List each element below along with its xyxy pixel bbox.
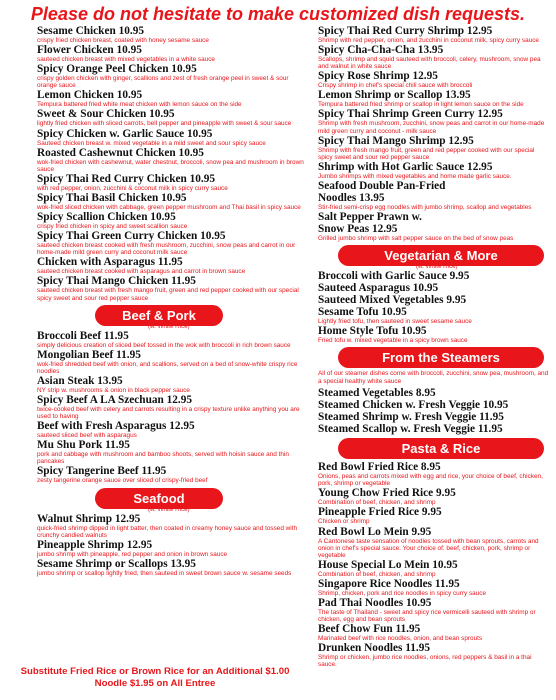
item-name: Steamed Shrimp w. Fresh Veggie 11.95 [318,411,504,424]
item-name: Steamed Chicken w. Fresh Veggie 10.95 [318,399,509,412]
item-desc: The taste of Thailand - sweet and spicy rice vermicelli sauteed with shrimp or chicken, egg and bean sprouts [318,608,536,624]
item-desc: sauteed chicken breast with fresh mango fruit, green and red pepper cooked with our special spicy sweet and sour red pepper sauce [37,287,299,302]
item-name: Salt Pepper Prawn w. Snow Peas 12.95 [318,211,422,236]
item-desc: jumbo shrimp with pineapple, red pepper and onion in brown sauce [37,550,228,558]
menu-item [37,465,309,484]
right-column [318,25,550,668]
menu-item [37,539,309,558]
item-name: Drunken Noodles 11.95 [318,642,431,655]
item-desc: Sauteed chicken breast w. mixed vegetable in a mild sweet and sour spicy sauce [37,139,266,147]
menu-item [318,506,550,525]
menu-item [318,423,550,435]
menu-item [318,25,550,44]
item-desc: Chicken or shrimp [318,518,370,526]
steamers-section-header [318,347,550,369]
seafood-rice-note: (w. White Rice) [148,505,190,513]
item-name: House Special Lo Mein 10.95 [318,558,458,571]
item-desc: zesty tangerine orange sauce over sliced of crispy-fried beef [37,477,208,485]
menu-item [318,578,550,597]
item-desc: Grilled jumbo shrimp with salt pepper sauce on the bed of snow peas [318,235,514,243]
menu-item [318,559,550,578]
item-name: Roasted Cashewnut Chicken 10.95 [37,146,204,159]
item-name: Singapore Rice Noodles 11.95 [318,577,460,590]
menu-item [37,147,309,173]
item-desc: crispy golden chicken with ginger, scallions and zest of fresh orange peel in sweet & sour orange sauce [37,75,289,90]
item-name: Sesame Chicken 10.95 [37,25,145,37]
item-desc: Lightly fried tofu, then sauteed in sweet sesame sauce [318,318,472,326]
item-desc: Onions, peas and carrots mixed with egg and rice, your choice of beef, chicken, pork, shrimp or vegetable [318,473,543,488]
item-desc: Jumbo shrimps with mixed vegetables and home made garlic sauce. [318,172,512,180]
item-desc: simply delicious creation of sliced beef tossed in the wok with broccoli in rich brown sauce [37,341,291,349]
item-name: Pineapple Shrimp 12.95 [37,538,153,551]
item-name: Sauteed Mixed Vegetables 9.95 [318,294,467,307]
menu-item [37,211,309,230]
item-name: Flower Chicken 10.95 [37,44,142,57]
item-name: Walnut Shrimp 12.95 [37,512,141,525]
item-name: Young Chow Fried Rice 9.95 [318,487,456,500]
item-desc: NY strip w. mushrooms & onion in black pepper sauce [37,386,190,394]
item-desc: Fried tofu w. mixed vegetable in a spicy brown sauce [318,337,468,345]
steamers-list [318,387,550,435]
menu-item [318,623,550,642]
item-name: Spicy Thai Mango Shrimp 12.95 [318,134,474,147]
item-name: Lemon Chicken 10.95 [37,89,143,102]
item-name: Beef Chow Fun 11.95 [318,623,421,636]
item-name: Spicy Thai Mango Chicken 11.95 [37,275,196,288]
steamers-note: All of our steamer dishes come with broccoli, zucchini, snow pea, mushroom, and a special healthy white sauce [318,370,549,385]
item-name: Sauteed Asparagus 10.95 [318,282,439,295]
item-name: Spicy Thai Basil Chicken 10.95 [37,191,187,204]
item-desc: Shrimp or chicken, jumbo rice noodles, onions, red peppers & basil in a thai sauce. [318,654,532,669]
item-desc: crispy fried chicken breast, coated with honey sesame sauce [37,37,209,44]
steamers-title: From the Steamers [338,347,544,368]
menu-item [318,211,550,242]
item-name: Broccoli with Garlic Sauce 9.95 [318,270,470,283]
menu-item [318,294,550,306]
item-desc: jumbo shrimp or scallop lightly fried, then sauteed in sweet brown sauce w. sesame seeds [37,569,292,577]
item-desc: sauteed chicken breast with mixed vegetables in a white sauce [37,56,215,64]
menu-item [318,306,550,325]
menu-item [318,399,550,411]
menu-item [318,89,550,108]
item-name: Seafood Double Pan-Fried Noodles 13.95 [318,179,446,204]
menu-item [37,256,309,275]
menu-item [37,63,309,89]
item-desc: Shrimp with fresh mushroom, zucchini, snow peas and carrot in our home-made mild green curry and coconut - milk sauce [318,120,545,135]
item-name: Sesame Shrimp or Scallops 13.95 [37,557,196,570]
item-desc: Combination of beef, chicken, and shrimp [318,570,436,578]
item-desc: pork and cabbage with mushroom and bamboo shoots, served with hoisin sauce and thin pancakes [37,451,289,466]
item-desc: A Cantonese taste sensation of noodles tossed with bean sprouts, carrots and onion in chef's special sauce. Your choice of: beef, chicken, pork, shrimp or vegetable [318,537,539,559]
beef-pork-rice-note: (w. White Rice) [148,322,190,330]
menu-item [318,282,550,294]
menu-item [318,526,550,559]
item-desc: crispy fried chicken in spicy and sweet scallion sauce [37,223,188,231]
item-name: Asian Steak 13.95 [37,374,123,387]
item-name: Steamed Vegetables 8.95 [318,387,436,400]
item-desc: Scallops, shrimp and squid sauteed with broccoli, celery, mushroom, snow pea and walnut in white sauce [318,56,541,71]
item-desc: Tempura battered fried shrimp or scallop in light lemon sauce on the side [318,101,524,109]
menu-item [318,44,550,70]
menu-item [318,487,550,506]
item-name: Red Bowl Fried Rice 8.95 [318,461,441,474]
item-name: Lemon Shrimp or Scallop 13.95 [318,89,471,102]
menu-item [37,192,309,211]
item-desc: sauteed sliced beef with asparagus [37,432,137,440]
seafood-list-right [318,25,550,242]
menu-item [37,439,309,465]
item-name: Pad Thai Noodles 10.95 [318,596,432,609]
pasta-rice-list [318,461,550,668]
vegetarian-section-header [318,245,550,269]
menu-item [37,330,309,349]
item-name: Home Style Tofu 10.95 [318,325,427,338]
footer-line-1: Substitute Fried Rice or Brown Rice for an Additional $1.00 [20,666,290,677]
item-desc: lightly fried chicken with sliced carrots, bell pepper and pineapple with sweet & sour sauce [37,120,292,128]
left-column [37,25,309,577]
menu-item [37,375,309,394]
chicken-list [37,25,309,302]
item-name: Spicy Cha-Cha-Cha 13.95 [318,44,444,57]
item-name: Broccoli Beef 11.95 [37,329,129,342]
menu-item [318,135,550,161]
item-name: Spicy Chicken w. Garlic Sauce 10.95 [37,127,213,140]
seafood-section-header [37,488,309,512]
menu-item [37,275,309,301]
item-name: Spicy Rose Shrimp 12.95 [318,70,438,83]
item-desc: wok-fried sliced chicken with cabbage, green pepper mushroom and Thai basil in spicy sauce [37,203,301,211]
banner-title: Please do not hesitate to make customized dish requests. [30,4,526,24]
item-desc: Shrimp with fresh mango fruit, green and red pepper cooked with our special spicy sweet and sour red pepper sauce [318,146,535,161]
seafood-title: Seafood [95,488,223,509]
menu-item [37,89,309,108]
item-name: Sweet & Sour Chicken 10.95 [37,108,175,121]
item-name: Spicy Orange Peel Chicken 10.95 [37,63,197,76]
item-desc: sauteed chicken breast cooked with asparagus and carrot in brown sauce [37,268,246,276]
menu-item [318,461,550,487]
menu-item [37,394,309,420]
vegetarian-title: Vegetarian & More [338,245,544,266]
item-name: Beef with Fresh Asparagus 12.95 [37,420,195,433]
footer-line-2: Noodle $1.95 on All Entree [94,678,216,689]
vegetarian-list [318,270,550,344]
menu-item [37,420,309,439]
item-name: Sesame Tofu 10.95 [318,306,407,319]
item-desc: wok-fried chicken with cashewnut, water chestnut, broccoli, snow pea and mushroom in brown sauce [37,158,304,173]
item-name: Spicy Scallion Chicken 10.95 [37,211,176,224]
item-name: Chicken with Asparagus 11.95 [37,256,183,269]
item-desc: wok-fried shredded beef with onion, and scallions, served on a bed of snow-white crispy rice noodles [37,360,298,375]
pasta-rice-section-header [318,438,550,460]
menu-item [37,25,309,44]
item-name: Spicy Beef A LA Szechuan 12.95 [37,393,193,406]
item-name: Spicy Thai Shrimp Green Curry 12.95 [318,108,503,121]
item-name: Spicy Thai Red Curry Shrimp 12.95 [318,25,493,37]
item-name: Spicy Thai Red Curry Chicken 10.95 [37,172,216,185]
menu-item [37,349,309,375]
menu-item [318,70,550,89]
item-desc: quick-fried shrimp dipped in light batter, then coated in creamy honey sauce and tossed with crunchy candied walnuts [37,524,298,539]
item-desc: Marinated beef with rice noodles, onion, and bean sprouts [318,635,483,643]
menu-item [37,513,309,539]
menu-item [318,270,550,282]
item-name: Spicy Thai Green Curry Chicken 10.95 [37,230,226,243]
menu-item [318,108,550,134]
item-name: Mu Shu Pork 11.95 [37,439,130,452]
beef-pork-list [37,330,309,485]
item-name: Shrimp with Hot Garlic Sauce 12.95 [318,160,493,173]
menu-item [318,325,550,344]
menu-item [318,180,550,211]
item-desc: Crispy shrimp in chef's special chili sauce with broccoli [318,82,473,90]
item-name: Red Bowl Lo Mein 9.95 [318,525,432,538]
item-name: Mongolian Beef 11.95 [37,348,141,361]
item-name: Pineapple Fried Rice 9.95 [318,506,442,519]
item-desc: Tempura battered fried white meat chicken with lemon sauce on the side [37,101,242,109]
menu-item [37,173,309,192]
item-desc: Shrimp with red pepper, onion, and zucchini in coconut milk, spicy curry sauce [318,37,539,44]
menu-item [318,642,550,668]
item-desc: Shrimp, chicken, pork and rice noodles in spicy curry sauce [318,589,487,597]
item-desc: with red pepper, onion, zucchini & coconut milk in spicy curry sauce [37,184,228,192]
item-name: Steamed Scallop w. Fresh Veggie 11.95 [318,423,503,436]
beef-pork-section-header [37,305,309,329]
item-desc: sauteed chicken breast cooked with fresh mushroom, zucchini, snow peas and carrot in our home-made mild green curry and coconut milk sauce [37,242,296,257]
menu-item [318,597,550,623]
pasta-rice-title: Pasta & Rice [338,438,544,459]
menu-item [318,387,550,399]
item-desc: Stir-fried semi-crisp egg noodles with jumbo shrimp, scallop and vegetables [318,203,532,211]
item-desc: Combination of beef, chicken, and shrimp [318,499,436,507]
seafood-list-left [37,513,309,577]
menu-item [318,161,550,180]
item-desc: twice-cooked beef with celery and carrots resulting in a crispy texture unlike anything you are used to having [37,405,300,421]
item-name: Spicy Tangerine Beef 11.95 [37,465,167,478]
vegetarian-rice-note: (w. White Rice) [416,263,458,271]
menu-item [318,411,550,423]
menu-item [37,108,309,127]
menu-item [37,230,309,256]
footer-note [0,666,310,690]
menu-item [37,44,309,63]
menu-item [37,558,309,577]
beef-pork-title: Beef & Pork [95,305,223,326]
menu-item [37,128,309,147]
